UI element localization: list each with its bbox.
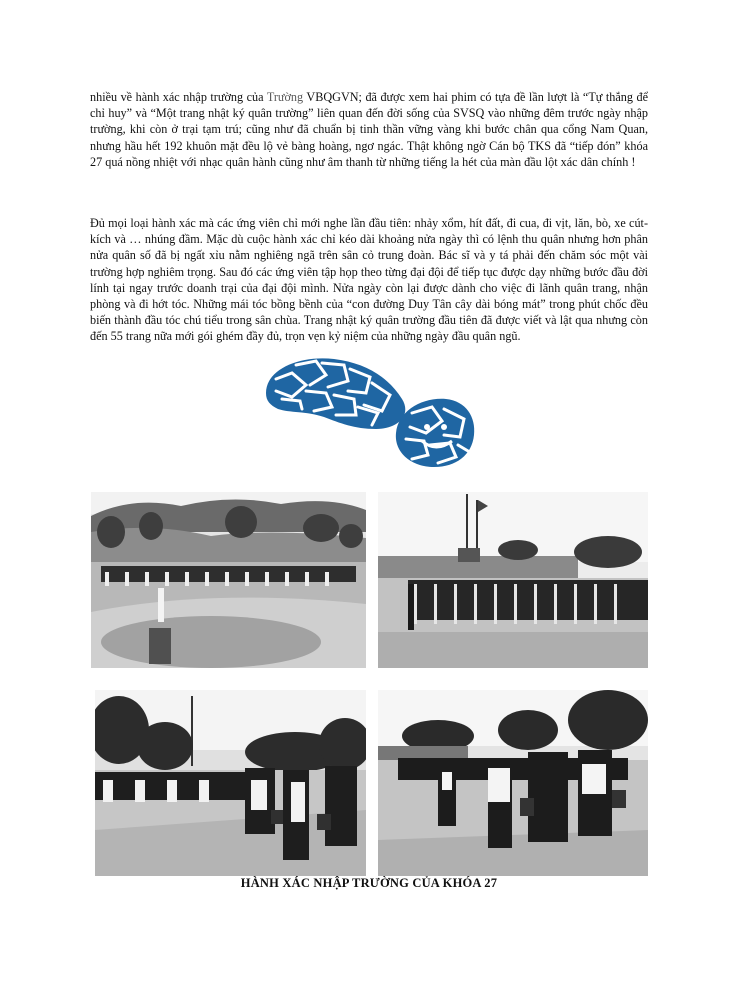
photo-formation-building bbox=[378, 492, 648, 668]
photo-cadets-walking bbox=[95, 690, 366, 876]
paragraph-intro bbox=[90, 89, 648, 170]
boot-print-icon bbox=[262, 355, 478, 470]
photo-formation-field bbox=[91, 492, 366, 668]
photo-caption: HÀNH XÁC NHẬP TRƯỜNG CỦA KHÓA 27 bbox=[240, 876, 498, 890]
school-word: Trường bbox=[266, 90, 304, 104]
photo-cadets-running bbox=[378, 690, 648, 876]
paragraph-intro-rest: VBQGVN; đã được xem hai phim có tựa đề lần lượt là “Tự thắng để chỉ huy” và “Một trang nhật ký quân trường” liên quan đến đời sống của SVSQ vào những đêm trước ngày nhập trường, khi còn ở trại tạm trú; cũng như đã chuẩn bị tinh thần vững vàng khi bước chân qua cổng Nam Quan, nhưng hầu hết 192 khuôn mặt đều lộ vẻ bàng hoàng, ngơ ngác. Thật không ngờ Cán bộ TKS đã “tiếp đón” khóa 27 quá nồng nhiệt với nhạc quân hành cũng như âm thanh từ những tiếng la hét của màn đầu lột xác dân chính ! bbox=[90, 90, 648, 169]
paragraph-hazing: Đủ mọi loại hành xác mà các ứng viên chỉ mới nghe lần đầu tiên: nhảy xổm, hít đất, đi cua, đi vịt, lăn, bò, xe cút-kích và … nhúng đầm. Mặc dù cuộc hành xác chỉ kéo dài khoảng nửa ngày thì có lệnh thu quân nhưng hơn phân nửa quân số đã bị ngất xỉu nằm nghiêng ngã trên sân cỏ trung đoàn. Bác sĩ và y tá phải đến chăm sóc một vài trường hợp nghiêm trọng. Sau đó các ứng viên tập họp theo từng đại đội để tiếp tục được dạy những bước đầu đời lính tại ngay trước doanh trại của đại đội mình. Nửa ngày còn lại được dành cho việc đi lãnh quân trang, nhận phòng và đi hớt tóc. Những mái tóc bồng bềnh của “con đường Duy Tân cây dài bóng mát” trong phút chốc đều biến thành đầu tóc chú tiểu trong sân chùa. Trang nhật ký quân trường đầu tiên đã được viết và lật qua nhưng còn đến 55 trang nữa mới gói ghém đầy đủ, trọn vẹn kỷ niệm của những ngày đầu quân ngũ. bbox=[90, 216, 648, 344]
paragraph-intro-start: nhiều về hành xác nhập trường của bbox=[90, 90, 267, 104]
